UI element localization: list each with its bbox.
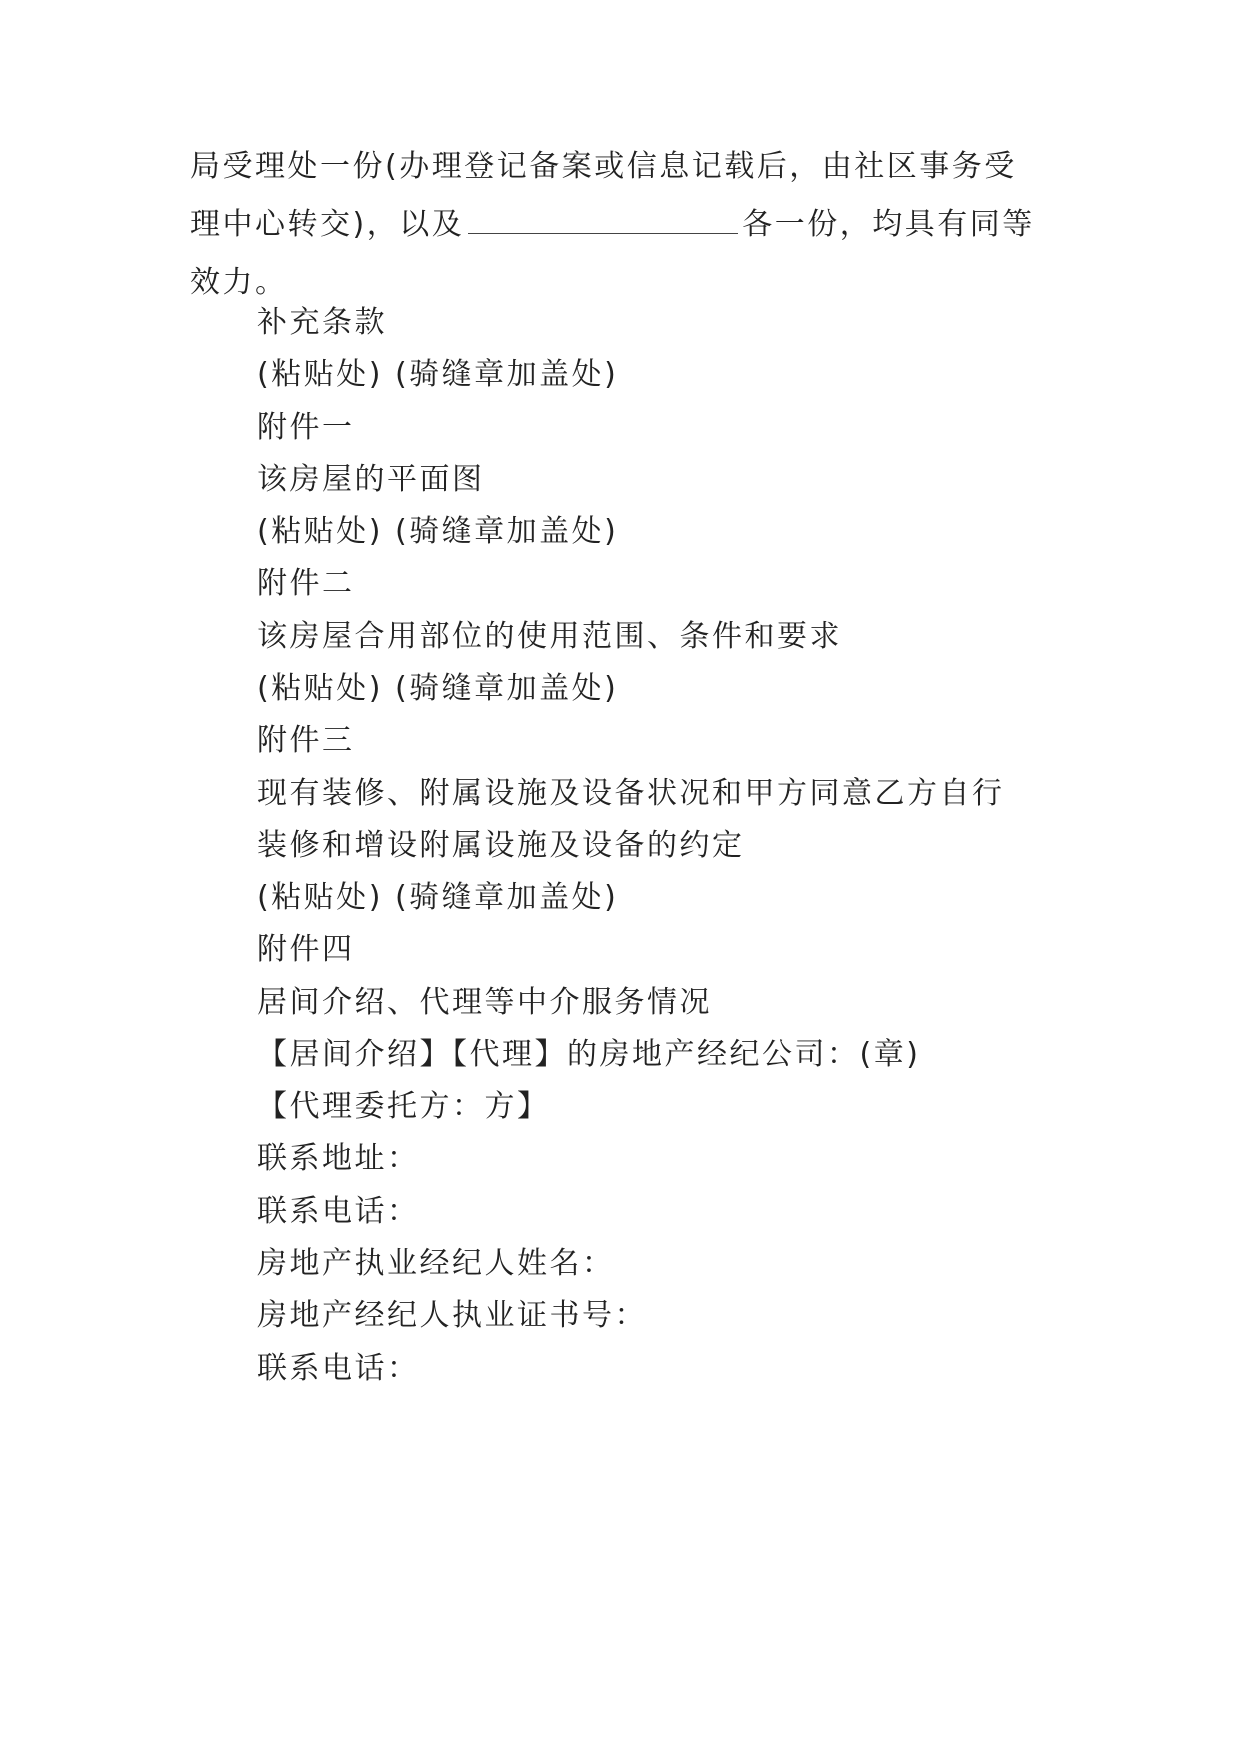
contact-address-label: 联系地址： (257, 1141, 420, 1176)
attachment-2-title: 该房屋合用部位的使用范围、条件和要求 (257, 619, 842, 654)
paste-seal-note: (粘贴处) (骑缝章加盖处) (257, 357, 619, 392)
attachment-1-title: 该房屋的平面图 (257, 462, 485, 497)
paste-seal-note: (粘贴处) (骑缝章加盖处) (257, 514, 619, 549)
supplementary-terms-heading: 补充条款 (257, 305, 387, 340)
attachment-1-heading: 附件一 (257, 410, 355, 445)
intro-line-2-after: 各一份，均具有同等 (742, 207, 1035, 242)
intro-line-2 (190, 196, 1070, 254)
intro-paragraph (190, 138, 1070, 312)
fill-in-blank (468, 213, 738, 234)
attachment-4-heading: 附件四 (257, 932, 355, 967)
contact-phone-label: 联系电话： (257, 1194, 420, 1229)
agent-name-label: 房地产执业经纪人姓名： (257, 1246, 615, 1281)
paste-seal-note: (粘贴处) (骑缝章加盖处) (257, 671, 619, 706)
attachment-2-heading: 附件二 (257, 566, 355, 601)
intro-line-1: 局受理处一份(办理登记备案或信息记载后，由社区事务受 (190, 149, 1017, 184)
intro-line-3: 效力。 (190, 265, 288, 300)
attachment-4-title: 居间介绍、代理等中介服务情况 (257, 985, 712, 1020)
attachment-3-heading: 附件三 (257, 723, 355, 758)
attachment-3-title-line-1: 现有装修、附属设施及设备状况和甲方同意乙方自行 (257, 776, 1005, 811)
agent-license-label: 房地产经纪人执业证书号： (257, 1298, 647, 1333)
agency-company-line: 【居间介绍】【代理】的房地产经纪公司：(章) (257, 1037, 921, 1072)
paste-seal-note: (粘贴处) (骑缝章加盖处) (257, 880, 619, 915)
attachment-3-title-line-2: 装修和增设附属设施及设备的约定 (257, 828, 745, 863)
agency-principal-line: 【代理委托方：方】 (257, 1089, 550, 1124)
intro-line-2-before: 理中心转交)，以及 (190, 207, 465, 242)
contact-phone-label-2: 联系电话： (257, 1351, 420, 1386)
